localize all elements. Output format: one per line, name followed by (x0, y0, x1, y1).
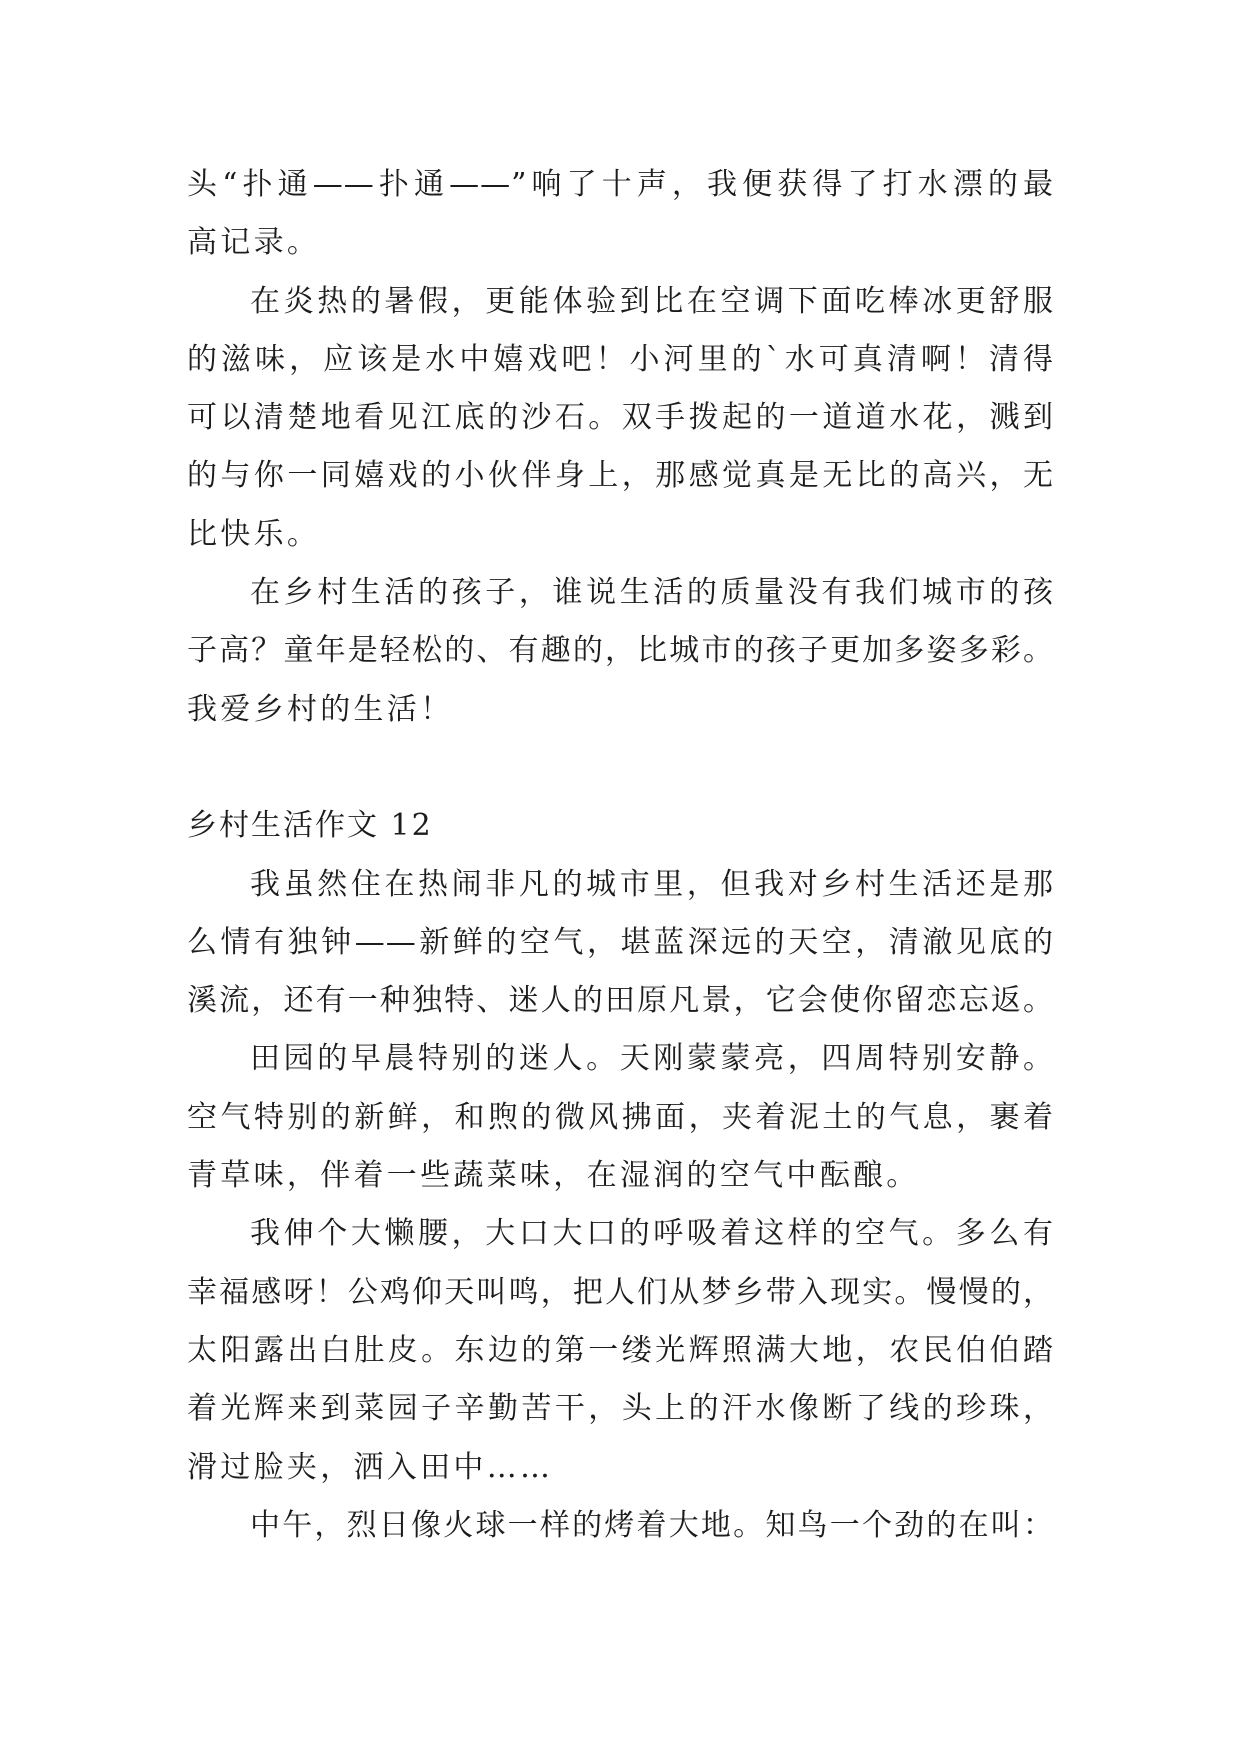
text-line: 我虽然住在热闹非凡的城市里，但我对乡村生活还是那 (250, 866, 1054, 902)
text-line: 的与你一同嬉戏的小伙伴身上，那感觉真是无比的高兴，无 (187, 458, 1054, 494)
blank-line (187, 739, 1054, 797)
text-line: 我伸个大懒腰，大口大口的呼吸着这样的空气。多么有 (250, 1216, 1054, 1252)
paragraph (187, 1497, 1054, 1555)
text-line: 我爱乡村的生活！ (187, 691, 454, 727)
text-line: 中午，烈日像火球一样的烤着大地。知鸟一个劲的在叫： (250, 1507, 1054, 1543)
text-line: 在乡村生活的孩子，谁说生活的质量没有我们城市的孩 (250, 575, 1054, 611)
text-line: 幸福感呀！公鸡仰天叫鸣，把人们从梦乡带入现实。慢慢的， (187, 1274, 1054, 1310)
text-line: 的滋味，应该是水中嬉戏吧！小河里的`水可真清啊！清得 (187, 341, 1054, 377)
text-line: 太阳露出白肚皮。东边的第一缕光辉照满大地，农民伯伯踏 (187, 1332, 1054, 1368)
text-line: 头“扑通——扑通——”响了十声，我便获得了打水漂的最 (187, 167, 1054, 202)
text-line: 么情有独钟——新鲜的空气，堪蓝深远的天空，清澈见底的 (187, 924, 1054, 960)
paragraph (187, 1030, 1054, 1205)
paragraph (187, 564, 1054, 739)
paragraph (187, 273, 1054, 564)
text-line: 着光辉来到菜园子辛勤苦干，头上的汗水像断了线的珍珠， (187, 1391, 1054, 1427)
text-line: 在炎热的暑假，更能体验到比在空调下面吃棒冰更舒服 (250, 283, 1054, 319)
text-line: 比快乐。 (187, 516, 321, 552)
document-body (187, 156, 1054, 1555)
paragraph (187, 856, 1054, 1031)
text-line: 滑过脸夹，洒入田中…… (187, 1449, 554, 1485)
text-line: 子高？童年是轻松的、有趣的，比城市的孩子更加多姿多彩。 (187, 633, 1054, 669)
section-title: 乡村生活作文 12 (187, 808, 433, 844)
text-line: 空气特别的新鲜，和煦的微风拂面，夹着泥土的气息，裹着 (187, 1099, 1054, 1135)
text-line: 青草味，伴着一些蔬菜味，在湿润的空气中酝酿。 (187, 1158, 920, 1194)
text-line: 田园的早晨特别的迷人。天刚蒙蒙亮，四周特别安静。 (250, 1041, 1054, 1077)
text-line: 高记录。 (187, 225, 321, 261)
text-line: 溪流，还有一种独特、迷人的田原凡景，它会使你留恋忘返。 (187, 983, 1054, 1019)
paragraph (187, 1205, 1054, 1496)
paragraph (187, 156, 1054, 273)
text-line: 可以清楚地看见江底的沙石。双手拨起的一道道水花，溅到 (187, 400, 1054, 436)
